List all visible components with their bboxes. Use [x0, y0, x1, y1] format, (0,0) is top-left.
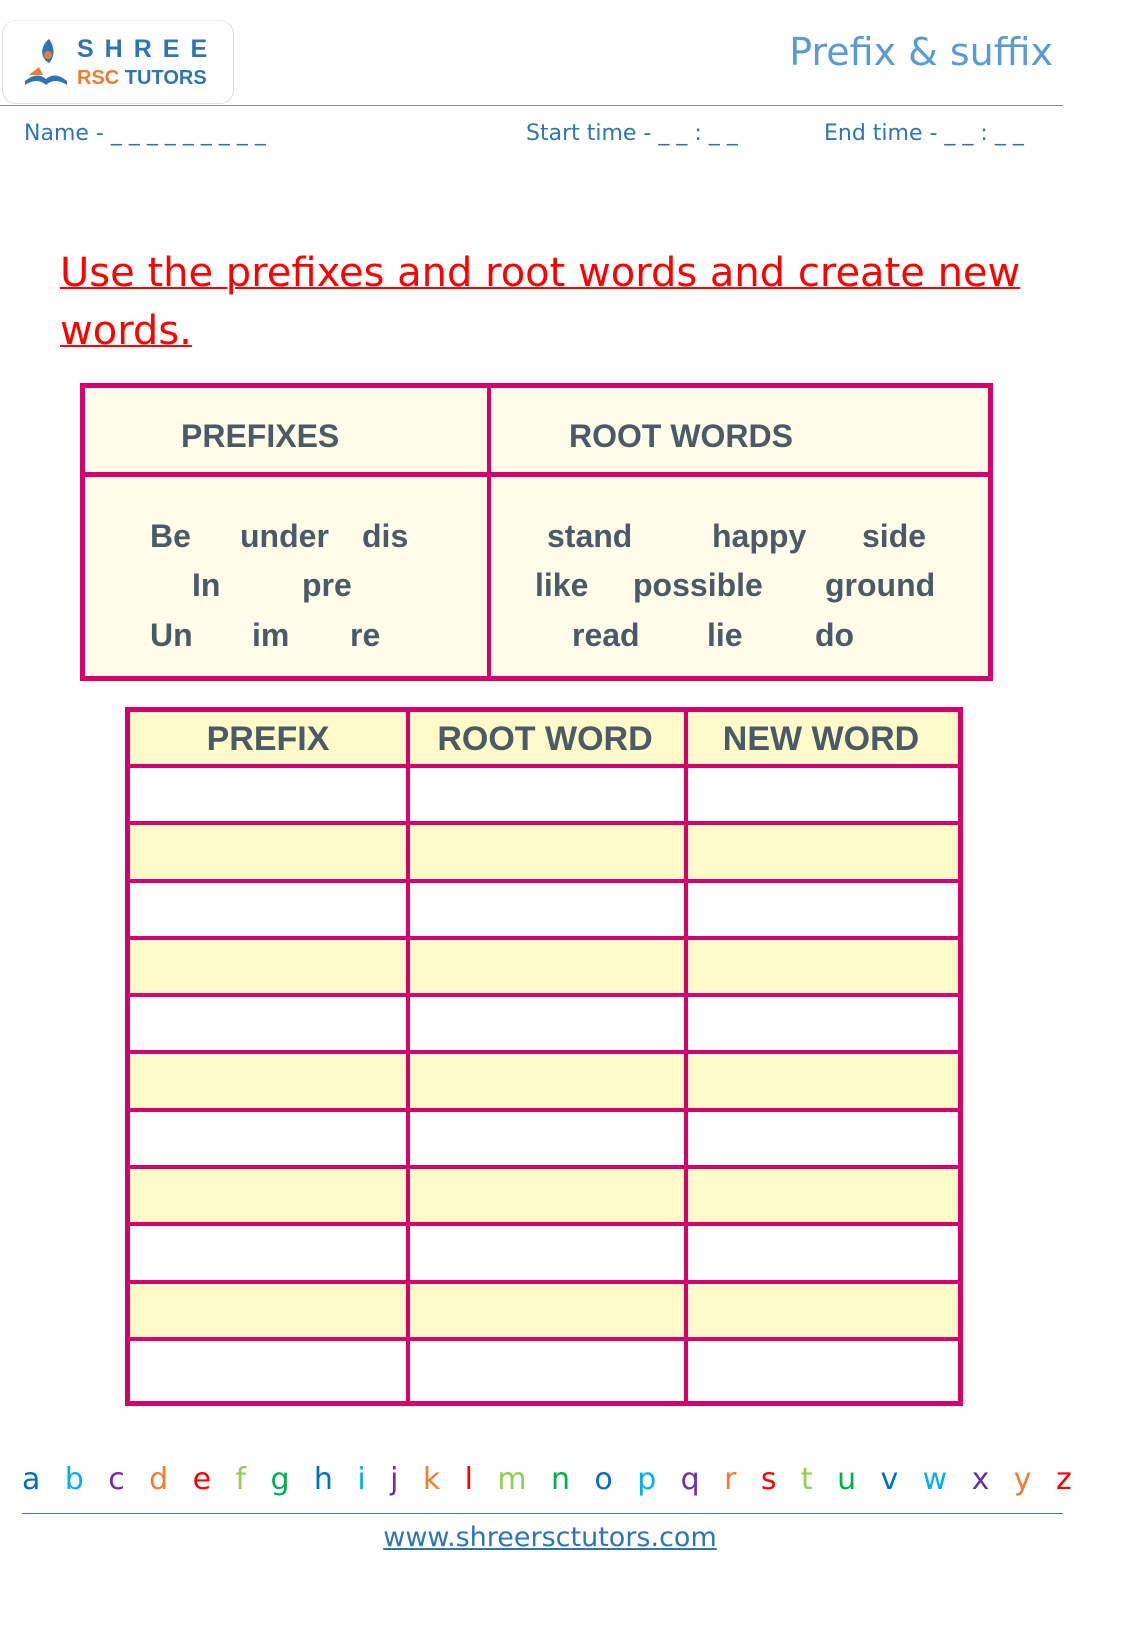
alphabet-letter: o: [594, 1462, 613, 1497]
prefix-word: dis: [362, 518, 409, 554]
alphabet-letter: c: [108, 1462, 125, 1497]
table-row[interactable]: [130, 1284, 958, 1341]
alphabet-letter: r: [724, 1462, 737, 1497]
alphabet-letter: t: [800, 1462, 813, 1497]
alphabet-letter: z: [1055, 1462, 1072, 1497]
website-link[interactable]: www.shreersctutors.com: [383, 1522, 717, 1553]
table-row[interactable]: [130, 768, 958, 825]
table-row[interactable]: [130, 883, 958, 940]
root-words-header: ROOT WORDS: [569, 418, 793, 454]
table-row[interactable]: [130, 1055, 958, 1112]
root-word: happy: [712, 518, 807, 554]
table-row[interactable]: [130, 997, 958, 1054]
instruction-line-1: Use the prefixes and root words and create new: [60, 250, 1021, 296]
alphabet-letter: i: [357, 1462, 366, 1497]
prefix-word: Un: [150, 617, 193, 653]
table-row[interactable]: [130, 1112, 958, 1169]
alphabet-letter: f: [235, 1462, 247, 1497]
divider: [85, 472, 988, 477]
alphabet-strip: [22, 1462, 1072, 1497]
root-word: possible: [633, 567, 763, 603]
end-time-field: End time - _ _ : _ _: [824, 121, 1024, 146]
table-row[interactable]: [130, 1169, 958, 1226]
logo-icon: [21, 35, 71, 91]
alphabet-letter: u: [837, 1462, 857, 1497]
page-title: Prefix & suffix: [789, 30, 1053, 74]
name-field[interactable]: Name - _ _ _ _ _ _ _ _ _: [24, 121, 266, 146]
alphabet-letter: j: [390, 1462, 399, 1497]
logo-text-rsc-tutors: [77, 67, 207, 90]
alphabet-letter: g: [270, 1462, 290, 1497]
root-word: side: [862, 518, 927, 554]
prefixes-header: PREFIXES: [181, 418, 340, 454]
root-word: ground: [825, 567, 936, 603]
divider: [487, 388, 491, 676]
column-divider: [406, 712, 410, 1401]
alphabet-letter: h: [313, 1462, 333, 1497]
alphabet-letter: b: [64, 1462, 84, 1497]
alphabet-letter: a: [22, 1462, 41, 1497]
alphabet-letter: p: [637, 1462, 657, 1497]
prefix-word: pre: [302, 567, 352, 603]
alphabet-letter: n: [551, 1462, 571, 1497]
alphabet-letter: e: [192, 1462, 212, 1497]
logo-tutors: TUTORS: [124, 67, 207, 89]
answer-table: [125, 707, 963, 1406]
column-header: NEW WORD: [722, 720, 920, 758]
alphabet-letter: d: [149, 1462, 169, 1497]
alphabet-letter: w: [922, 1462, 948, 1497]
alphabet-letter: q: [680, 1462, 700, 1497]
column-divider: [684, 712, 688, 1401]
alphabet-letter: y: [1013, 1462, 1032, 1497]
root-word: lie: [707, 617, 743, 653]
prefix-word: In: [192, 567, 221, 603]
root-word: do: [815, 617, 855, 653]
prefix-word: im: [252, 617, 290, 653]
prefix-word: re: [350, 617, 381, 653]
alphabet-letter: s: [760, 1462, 777, 1497]
root-word: like: [535, 567, 589, 603]
table-row[interactable]: [130, 1226, 958, 1283]
root-word: read: [572, 617, 640, 653]
table-row[interactable]: [130, 940, 958, 997]
table-row[interactable]: [130, 1341, 958, 1398]
logo-text-shree: SHREE: [77, 35, 219, 63]
alphabet-letter: l: [464, 1462, 473, 1497]
root-word: stand: [547, 518, 633, 554]
logo: [2, 20, 234, 104]
column-header: ROOT WORD: [437, 720, 653, 758]
alphabet-letter: k: [422, 1462, 441, 1497]
prefix-word: under: [240, 518, 329, 554]
footer-divider: [22, 1513, 1063, 1514]
alphabet-letter: v: [880, 1462, 899, 1497]
alphabet-letter: x: [971, 1462, 990, 1497]
instruction-line-2: words.: [60, 308, 192, 354]
word-bank-table: [80, 383, 993, 681]
table-row[interactable]: [130, 825, 958, 882]
start-time-field[interactable]: Start time - _ _ : _ _: [526, 121, 738, 146]
alphabet-letter: m: [497, 1462, 527, 1497]
column-header: PREFIX: [206, 720, 330, 758]
logo-rsc: RSC: [77, 67, 120, 89]
prefix-word: Be: [150, 518, 191, 554]
header-divider: [0, 105, 1063, 106]
